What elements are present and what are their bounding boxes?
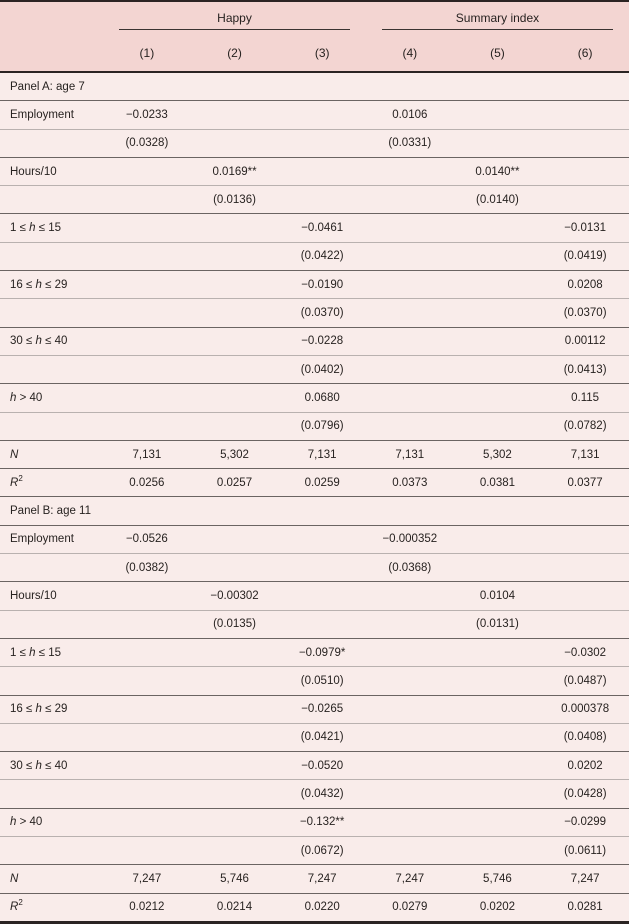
- table-cell: (0.0487): [563, 674, 607, 687]
- se-row: [0, 780, 629, 808]
- table-cell: 0.0104: [479, 589, 516, 602]
- table-cell: (0.0331): [388, 137, 432, 150]
- table-cell: [541, 525, 629, 553]
- table-cell: [366, 582, 454, 610]
- table-cell: [191, 723, 279, 751]
- table-cell: [191, 327, 279, 355]
- table-cell: 0.0169**: [212, 165, 257, 178]
- table-cell: [366, 412, 454, 440]
- coef-row: [0, 525, 629, 553]
- table-cell: 7,247: [395, 872, 425, 885]
- table-cell: [103, 157, 191, 185]
- coef-row: [0, 695, 629, 723]
- table-cell: [366, 723, 454, 751]
- row-label: $R^2$: [10, 473, 23, 489]
- table-cell: [191, 271, 279, 299]
- row-label: [0, 667, 103, 695]
- table-cell: [454, 384, 542, 412]
- table-cell: 0.115: [571, 391, 600, 404]
- column-group-row: [0, 1, 629, 39]
- table-cell: [103, 327, 191, 355]
- table-cell: [454, 837, 542, 865]
- corner-cell: [0, 39, 103, 72]
- coef-row: [0, 271, 629, 299]
- table-cell: [191, 129, 279, 157]
- row-label: [0, 412, 103, 440]
- table-cell: (0.0428): [563, 788, 607, 801]
- table-cell: [191, 242, 279, 270]
- table-cell: −0.0228: [301, 335, 344, 348]
- table-cell: [541, 157, 629, 185]
- row-label: 16 ≤ h ≤ 29: [10, 703, 68, 716]
- table-cell: [454, 554, 542, 582]
- table-cell: 0.000378: [561, 703, 610, 716]
- table-cell: [191, 554, 279, 582]
- coef-row: [0, 638, 629, 666]
- table-cell: (0.0131): [476, 618, 519, 631]
- table-cell: [454, 355, 542, 383]
- table-cell: (0.0402): [300, 363, 344, 376]
- table-cell: [103, 242, 191, 270]
- coef-row: [0, 157, 629, 185]
- table-cell: 0.0281: [567, 901, 603, 914]
- row-label: [0, 355, 103, 383]
- table-cell: (0.0672): [300, 844, 344, 857]
- row-label: Employment: [10, 533, 74, 546]
- table-cell: 5,746: [220, 872, 249, 885]
- table-cell: 0.0373: [392, 476, 428, 489]
- table-cell: [191, 780, 279, 808]
- panel-label: Panel B: age 11: [10, 505, 91, 518]
- table-cell: [103, 723, 191, 751]
- table-cell: [278, 101, 366, 129]
- stat-row: [0, 893, 629, 922]
- table-cell: [366, 186, 454, 214]
- table-cell: [191, 412, 279, 440]
- row-label: 1 ≤ h ≤ 15: [10, 646, 62, 659]
- table-cell: [366, 355, 454, 383]
- coef-row: [0, 327, 629, 355]
- table-cell: [191, 808, 279, 836]
- row-label: [0, 610, 103, 638]
- row-label: [0, 242, 103, 270]
- table-cell: −0.0265: [301, 703, 344, 716]
- table-cell: [278, 129, 366, 157]
- table-cell: [454, 723, 542, 751]
- table-cell: (0.0382): [125, 561, 169, 574]
- table-cell: −0.0302: [564, 646, 607, 659]
- table-cell: [191, 667, 279, 695]
- table-cell: 5,302: [220, 448, 249, 461]
- table-cell: [366, 837, 454, 865]
- table-cell: (0.0796): [300, 420, 344, 433]
- table-cell: [541, 129, 629, 157]
- column-group-label: Summary index: [455, 11, 540, 25]
- table-cell: −0.0131: [564, 222, 607, 235]
- table-cell: 0.0257: [216, 476, 253, 489]
- table-cell: (0.0135): [213, 618, 256, 631]
- table-cell: 0.0377: [567, 476, 603, 489]
- table-cell: 7,247: [570, 872, 600, 885]
- table-cell: (0.0419): [563, 250, 607, 263]
- table-cell: [454, 412, 542, 440]
- table-cell: [454, 214, 542, 242]
- table-cell: (0.0421): [300, 731, 344, 744]
- table-cell: [191, 384, 279, 412]
- table-cell: 0.0220: [304, 901, 340, 914]
- table-cell: −0.00302: [210, 589, 259, 602]
- table-cell: (0.0368): [388, 561, 432, 574]
- table-cell: [191, 752, 279, 780]
- table-cell: [103, 186, 191, 214]
- column-group-label: Happy: [217, 11, 252, 25]
- table-cell: 0.0259: [304, 476, 340, 489]
- table-cell: [278, 525, 366, 553]
- table-cell: [366, 780, 454, 808]
- row-label: [0, 780, 103, 808]
- table-cell: [278, 610, 366, 638]
- corner-cell: [0, 1, 103, 39]
- table-cell: [191, 355, 279, 383]
- row-label: 30 ≤ h ≤ 40: [10, 335, 68, 348]
- table-cell: [103, 582, 191, 610]
- table-cell: 0.0212: [129, 901, 165, 914]
- row-label: 16 ≤ h ≤ 29: [10, 278, 68, 291]
- table-cell: 5,302: [483, 448, 512, 461]
- row-label: h > 40: [10, 391, 43, 404]
- table-cell: [454, 780, 542, 808]
- row-label: [0, 837, 103, 865]
- table-cell: 5,746: [483, 872, 512, 885]
- panel-row: [0, 72, 629, 101]
- table-cell: −0.0190: [301, 278, 344, 291]
- table-cell: [366, 610, 454, 638]
- table-cell: 0.0202: [567, 759, 603, 772]
- panel-row: [0, 497, 629, 525]
- row-label: [0, 554, 103, 582]
- row-label: [0, 129, 103, 157]
- table-cell: [103, 752, 191, 780]
- stat-row: [0, 440, 629, 468]
- se-row: [0, 554, 629, 582]
- table-cell: [366, 384, 454, 412]
- coef-row: [0, 582, 629, 610]
- stat-row: [0, 469, 629, 497]
- table-cell: [366, 667, 454, 695]
- table-cell: [454, 101, 542, 129]
- table-cell: [191, 214, 279, 242]
- table-cell: [541, 582, 629, 610]
- se-row: [0, 667, 629, 695]
- table-cell: 0.0680: [304, 391, 340, 404]
- table-cell: 0.0214: [216, 901, 253, 914]
- coef-row: [0, 752, 629, 780]
- table-cell: [191, 837, 279, 865]
- table-body: [0, 72, 629, 922]
- row-label: 30 ≤ h ≤ 40: [10, 759, 68, 772]
- table-cell: (0.0611): [564, 844, 607, 857]
- row-label: N: [10, 872, 19, 885]
- se-row: [0, 186, 629, 214]
- table-cell: [103, 780, 191, 808]
- coef-row: [0, 808, 629, 836]
- table-cell: [541, 554, 629, 582]
- table-cell: [103, 808, 191, 836]
- table-cell: (0.0370): [563, 307, 607, 320]
- table-cell: [366, 638, 454, 666]
- table-cell: [366, 695, 454, 723]
- table-cell: [541, 610, 629, 638]
- column-header: (4): [402, 46, 418, 60]
- table-cell: [454, 638, 542, 666]
- table-cell: 0.0279: [392, 901, 428, 914]
- column-number-row: [0, 39, 629, 72]
- column-group-rule: [119, 29, 350, 30]
- table-cell: [366, 271, 454, 299]
- table-cell: [191, 299, 279, 327]
- column-header: (6): [577, 46, 593, 60]
- table-cell: −0.0520: [301, 759, 344, 772]
- table-cell: [541, 186, 629, 214]
- table-cell: [278, 157, 366, 185]
- table-cell: 7,131: [570, 448, 600, 461]
- table-cell: −0.132**: [299, 816, 345, 829]
- table-cell: [103, 695, 191, 723]
- table-cell: [278, 554, 366, 582]
- row-label: N: [10, 448, 19, 461]
- table-cell: (0.0510): [300, 674, 344, 687]
- column-header: (3): [314, 46, 330, 60]
- table-cell: 7,131: [132, 448, 162, 461]
- table-cell: (0.0136): [213, 193, 256, 206]
- table-cell: 0.0381: [479, 476, 516, 489]
- table-cell: [454, 299, 542, 327]
- table-cell: [103, 355, 191, 383]
- table-cell: 7,247: [307, 872, 337, 885]
- table-cell: [103, 610, 191, 638]
- se-row: [0, 837, 629, 865]
- stat-row: [0, 865, 629, 893]
- table-cell: [103, 638, 191, 666]
- table-cell: [454, 327, 542, 355]
- row-label: Employment: [10, 108, 74, 121]
- table-cell: (0.0422): [300, 250, 344, 263]
- table-cell: 0.00112: [564, 335, 606, 348]
- table-cell: [103, 384, 191, 412]
- table-cell: 7,131: [395, 448, 425, 461]
- se-row: [0, 412, 629, 440]
- table-cell: 0.0256: [129, 476, 165, 489]
- table-cell: (0.0140): [476, 193, 519, 206]
- table-cell: [454, 752, 542, 780]
- table-cell: (0.0432): [300, 788, 344, 801]
- table-cell: [454, 271, 542, 299]
- table-cell: −0.0233: [125, 108, 168, 121]
- table-cell: [278, 582, 366, 610]
- se-row: [0, 129, 629, 157]
- se-row: [0, 610, 629, 638]
- table-cell: 0.0208: [567, 278, 603, 291]
- table-cell: [103, 271, 191, 299]
- table-cell: −0.000352: [382, 533, 438, 546]
- se-row: [0, 723, 629, 751]
- table-cell: (0.0782): [563, 420, 607, 433]
- table-cell: [454, 695, 542, 723]
- table-cell: [366, 242, 454, 270]
- row-label: [0, 186, 103, 214]
- table-cell: [103, 412, 191, 440]
- table-cell: [454, 525, 542, 553]
- coef-row: [0, 214, 629, 242]
- table-cell: [191, 101, 279, 129]
- table-cell: [366, 157, 454, 185]
- table-cell: [366, 327, 454, 355]
- table-cell: [191, 638, 279, 666]
- table-cell: 0.0202: [479, 901, 516, 914]
- table-header: [0, 1, 629, 72]
- column-header: (5): [490, 46, 505, 60]
- table-cell: [454, 808, 542, 836]
- table-cell: [191, 695, 279, 723]
- table-cell: (0.0328): [125, 137, 169, 150]
- table-cell: 0.0106: [392, 108, 428, 121]
- table-cell: [541, 101, 629, 129]
- table-cell: [103, 214, 191, 242]
- table-cell: −0.0461: [301, 222, 344, 235]
- row-label: 1 ≤ h ≤ 15: [10, 222, 62, 235]
- column-group-summary-index: [366, 1, 629, 39]
- se-row: [0, 355, 629, 383]
- table-cell: [103, 299, 191, 327]
- row-label: [0, 299, 103, 327]
- table-cell: [366, 214, 454, 242]
- table-cell: −0.0979*: [298, 646, 346, 659]
- table-cell: [103, 667, 191, 695]
- table-cell: 7,131: [307, 448, 337, 461]
- row-label: [0, 723, 103, 751]
- panel-label: Panel A: age 7: [10, 80, 85, 93]
- coef-row: [0, 384, 629, 412]
- column-header: (2): [227, 46, 242, 60]
- se-row: [0, 242, 629, 270]
- row-label: $R^2$: [10, 898, 23, 914]
- table-cell: (0.0413): [563, 363, 607, 376]
- se-row: [0, 299, 629, 327]
- column-group-rule: [382, 29, 613, 30]
- column-header: (1): [139, 46, 155, 60]
- row-label: h > 40: [10, 816, 43, 829]
- column-group-happy: [103, 1, 366, 39]
- table-cell: −0.0299: [564, 816, 607, 829]
- row-label: Hours/10: [10, 589, 57, 602]
- table-cell: [454, 242, 542, 270]
- table-cell: [366, 808, 454, 836]
- table-cell: 7,247: [132, 872, 162, 885]
- table-cell: [366, 299, 454, 327]
- table-cell: (0.0408): [563, 731, 607, 744]
- row-label: Hours/10: [10, 165, 57, 178]
- table-cell: [454, 129, 542, 157]
- table-cell: 0.0140**: [475, 165, 520, 178]
- table-cell: (0.0370): [300, 307, 344, 320]
- table-cell: [278, 186, 366, 214]
- table-cell: [454, 667, 542, 695]
- table-cell: −0.0526: [125, 533, 168, 546]
- table-cell: [103, 837, 191, 865]
- table-cell: [366, 752, 454, 780]
- table-cell: [191, 525, 279, 553]
- coef-row: [0, 101, 629, 129]
